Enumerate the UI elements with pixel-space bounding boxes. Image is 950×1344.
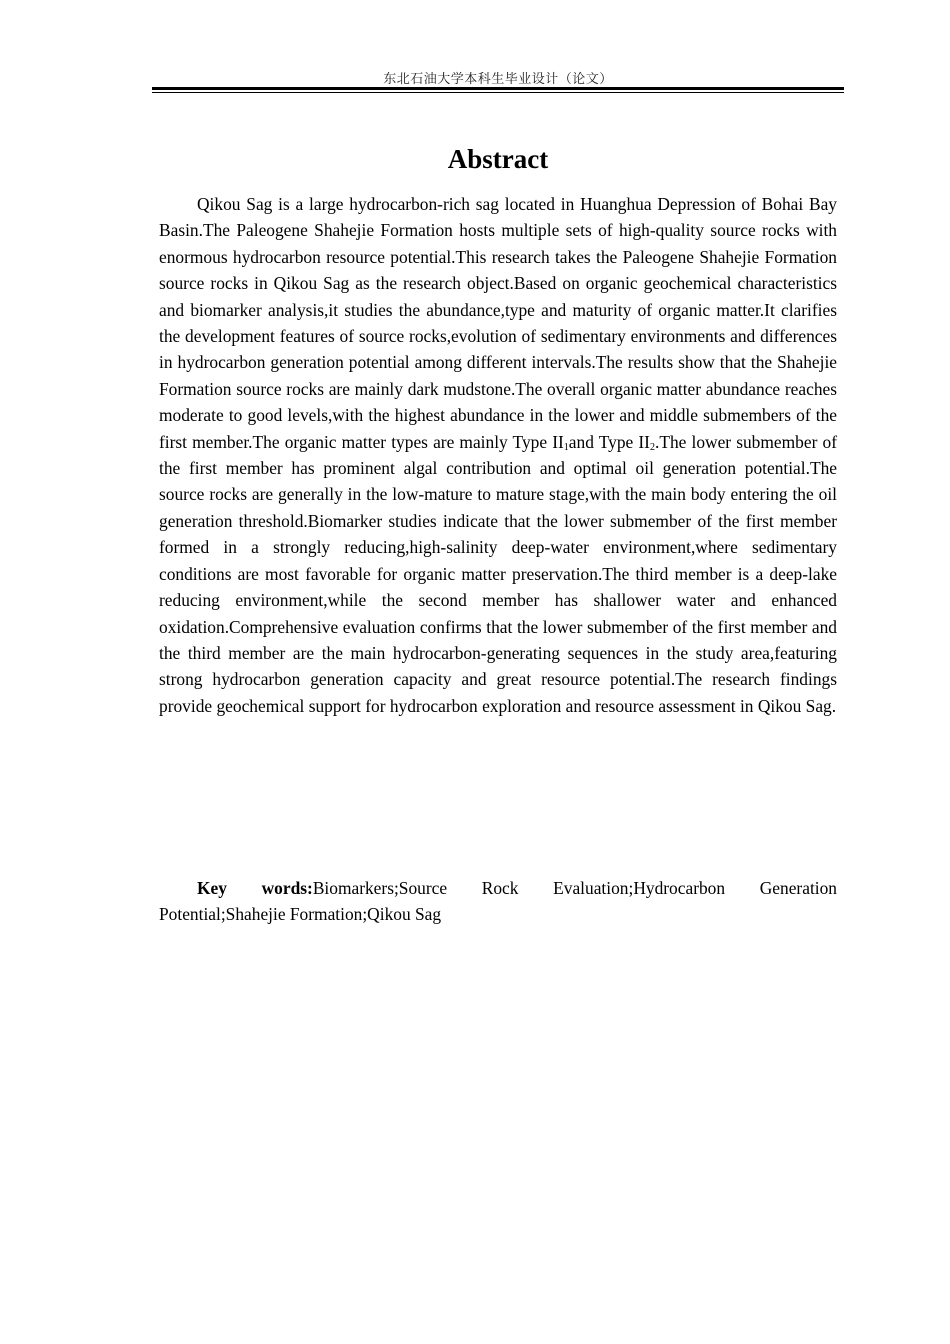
keywords-label: Key words: bbox=[197, 878, 313, 898]
abstract-text-part3: .The lower submember of the first member has prominent algal contribution and optimal oil generation potential.The source rocks are generally in the low-mature to mature stage,with the main body entering the oil generation threshold.Biomarker studies indicate that the lower submember of the first member formed in a strongly reducing,high-salinity deep-water environment,where sedimentary conditions are most favorable for organic matter preservation.The third member is a deep-lake reducing environment,while the second member has shallower water and enhanced oxidation.Comprehensive evaluation confirms that the lower submember of the first member and the third member are the main hydrocarbon-generating sequences in the study area,featuring strong hydrocarbon generation capacity and great resource potential.The research findings provide geochemical support for hydrocarbon exploration and resource assessment in Qikou Sag. bbox=[159, 431, 837, 716]
running-header: 东北石油大学本科生毕业设计（论文） bbox=[383, 72, 613, 87]
abstract-title: Abstract bbox=[447, 144, 549, 174]
abstract-body bbox=[159, 191, 837, 719]
subscript-1: 1 bbox=[563, 441, 569, 453]
subscript-2: 2 bbox=[649, 441, 655, 453]
keywords-paragraph bbox=[159, 875, 837, 928]
header-rule-thick bbox=[152, 87, 844, 90]
header-rule-thin bbox=[152, 92, 844, 93]
abstract-text-part2: and Type II bbox=[568, 431, 650, 452]
keywords-text: Biomarkers;Source Rock Evaluation;Hydrocarbon Generation Potential;Shahejie Formation;Qikou Sag bbox=[159, 878, 837, 925]
abstract-text-part1: Qikou Sag is a large hydrocarbon-rich sag located in Huanghua Depression of Bohai Bay Basin.The Paleogene Shahejie Formation hosts multiple sets of high-quality source rocks with enormous hydrocarbon resource potential.This research takes the Paleogene Shahejie Formation source rocks in Qikou Sag as the research object.Based on organic geochemical characteristics and biomarker analysis,it studies the abundance,type and maturity of organic matter.It clarifies the development features of source rocks,evolution of sedimentary environments and differences in hydrocarbon generation potential among different intervals.The results show that the Shahejie Formation source rocks are mainly dark mudstone.The overall organic matter abundance reaches moderate to good levels,with the highest abundance in the lower and middle submembers of the first member.The organic matter types are mainly Type II bbox=[159, 194, 837, 452]
